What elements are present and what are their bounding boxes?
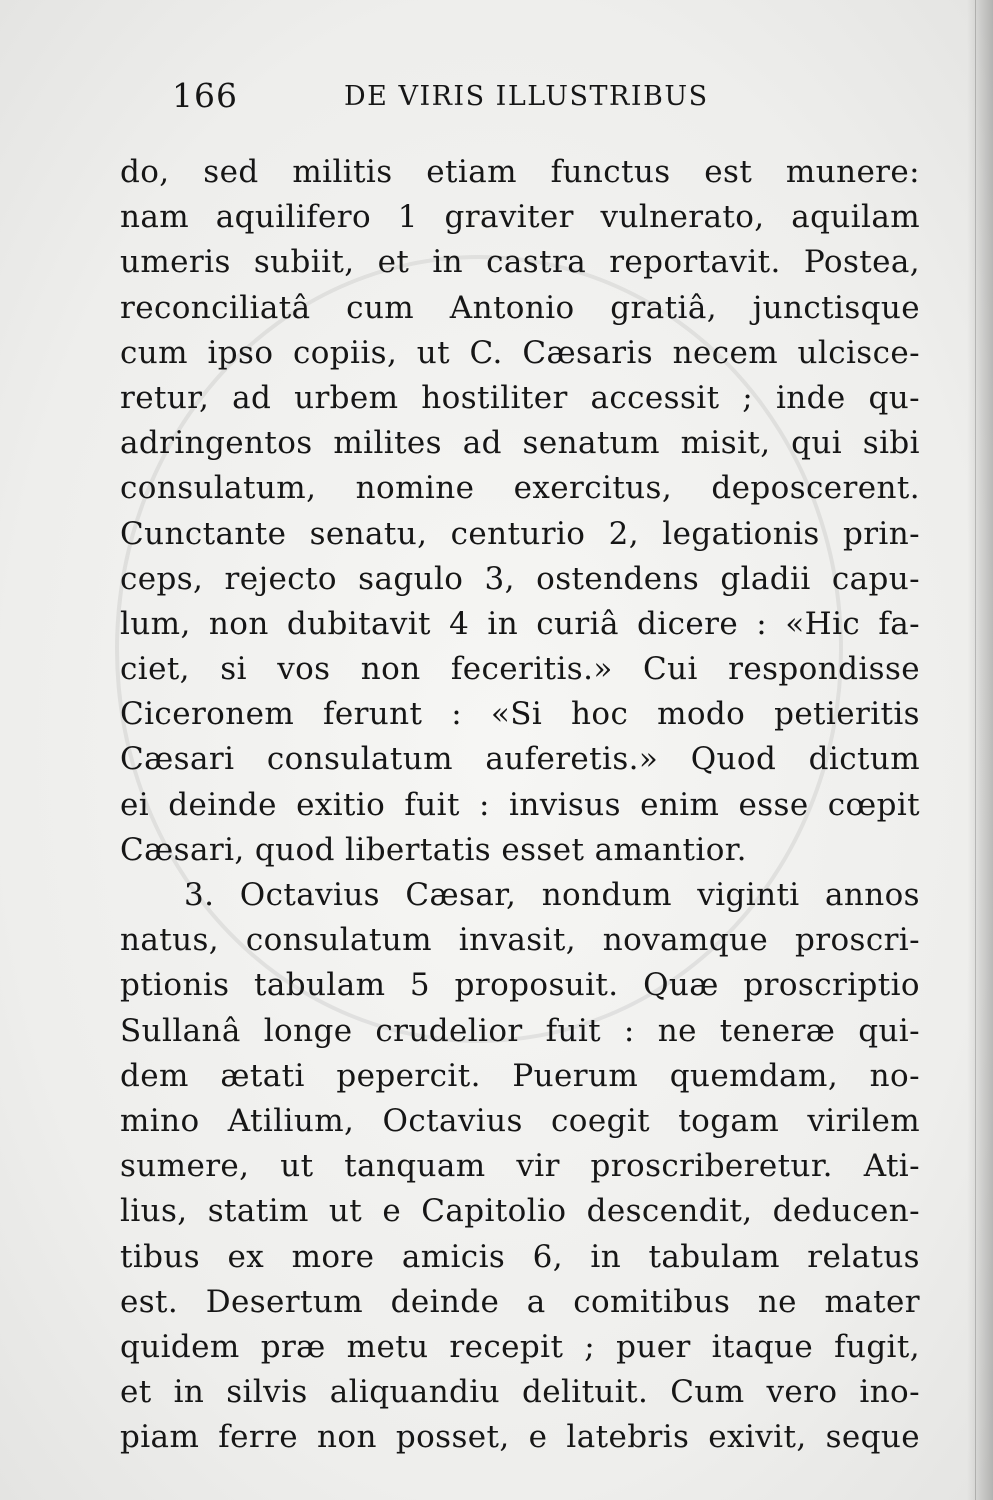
text-line: cum ipso copiis, ut C. Cæsaris necem ulcisce- bbox=[120, 334, 920, 371]
text-line: ceps, rejecto sagulo 3, ostendens gladii capu- bbox=[120, 560, 920, 597]
text-line: natus, consulatum invasit, novamque proscri- bbox=[120, 922, 920, 959]
text-line: Ciceronem ferunt : «Si hoc modo petieritis bbox=[120, 696, 920, 733]
text-line: ciet, si vos non feceritis.» Cui respondisse bbox=[120, 651, 920, 688]
text-line: lum, non dubitavit 4 in curiâ dicere : «Hic fa- bbox=[120, 605, 920, 642]
body-text bbox=[120, 150, 920, 1460]
text-line: ptionis tabulam 5 proposuit. Quæ proscriptio bbox=[120, 967, 920, 1004]
text-line: Cæsari consulatum auferetis.» Quod dictum bbox=[120, 741, 920, 778]
text-line: piam ferre non posset, e latebris exivit, seque bbox=[120, 1419, 920, 1456]
text-line: dem ætati pepercit. Puerum quemdam, no- bbox=[120, 1057, 920, 1094]
text-line: mino Atilium, Octavius coegit togam virilem bbox=[120, 1102, 920, 1139]
text-line: nam aquilifero 1 graviter vulnerato, aquilam bbox=[120, 199, 920, 236]
text-line: consulatum, nomine exercitus, deposcerent. bbox=[120, 470, 920, 507]
text-line: tibus ex more amicis 6, in tabulam relatus bbox=[120, 1238, 920, 1275]
text-line: do, sed militis etiam functus est munere: bbox=[120, 154, 920, 190]
text-line: adringentos milites ad senatum misit, qui sibi bbox=[120, 425, 920, 462]
text-line: Sullanâ longe crudelior fuit : ne teneræ qui- bbox=[120, 1012, 920, 1049]
text-line: Cunctante senatu, centurio 2, legationis prin- bbox=[120, 515, 920, 552]
paragraph-start-line: 3. Octavius Cæsar, nondum viginti annos bbox=[184, 877, 920, 913]
text-line: retur, ad urbem hostiliter accessit ; inde qu- bbox=[120, 379, 920, 416]
text-line: ei deinde exitio fuit : invisus enim esse cœpit bbox=[120, 786, 920, 823]
text-line: sumere, ut tanquam vir proscriberetur. Ati- bbox=[120, 1148, 920, 1185]
text-line: reconciliatâ cum Antonio gratiâ, junctisque bbox=[120, 289, 920, 326]
page-header bbox=[172, 76, 742, 116]
text-line: et in silvis aliquandiu delituit. Cum vero ino- bbox=[120, 1374, 920, 1411]
text-line: lius, statim ut e Capitolio descendit, deducen- bbox=[120, 1193, 920, 1230]
running-title: DE VIRIS ILLUSTRIBUS bbox=[344, 81, 709, 112]
page-number: 166 bbox=[172, 76, 238, 115]
text-line: umeris subiit, et in castra reportavit. Postea, bbox=[120, 244, 920, 281]
page-edge-shadow bbox=[967, 0, 993, 1500]
text-line: quidem præ metu recepit ; puer itaque fugit, bbox=[120, 1328, 920, 1365]
text-line: est. Desertum deinde a comitibus ne mater bbox=[120, 1283, 920, 1320]
paragraph-end-line: Cæsari, quod libertatis esset amantior. bbox=[120, 831, 747, 868]
